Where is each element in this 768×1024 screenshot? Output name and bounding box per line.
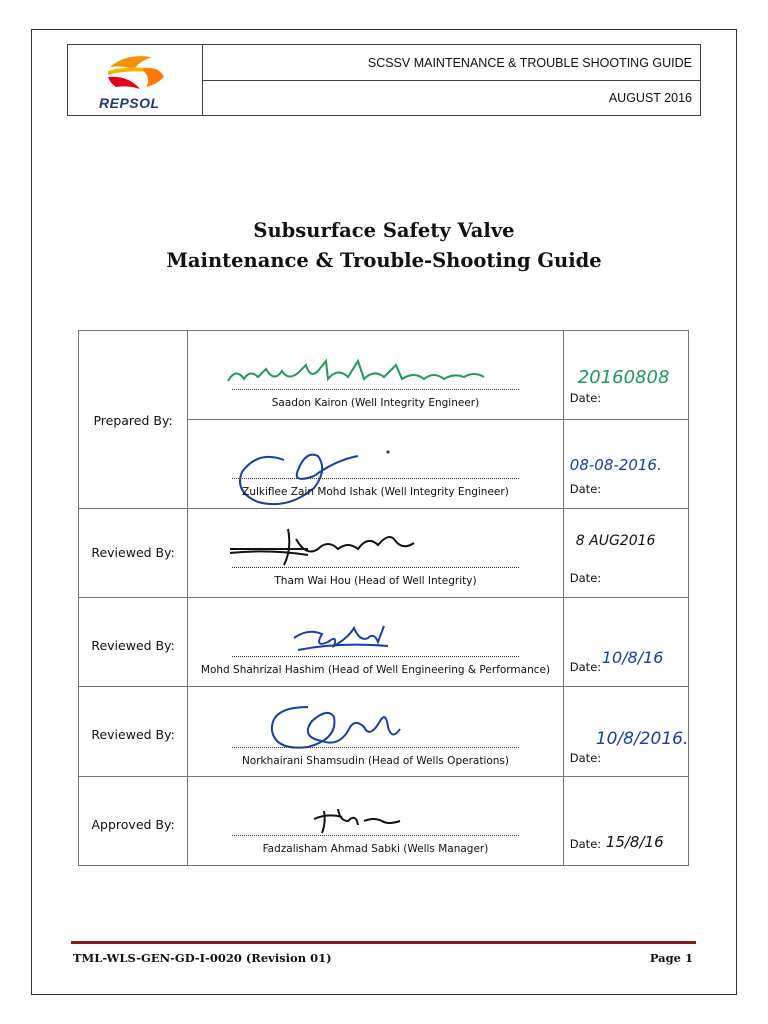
header-date: AUGUST 2016 bbox=[608, 91, 692, 105]
date-label: Date: bbox=[569, 571, 602, 585]
role-cell bbox=[79, 331, 188, 509]
signature-line bbox=[232, 656, 519, 657]
role-cell bbox=[79, 509, 188, 598]
signature-cell bbox=[188, 420, 564, 509]
signatory-name: Tham Wai Hou (Head of Well Integrity) bbox=[274, 575, 477, 587]
signatory-name: Saadon Kairon (Well Integrity Engineer) bbox=[271, 397, 480, 409]
document-title-line2: Maintenance & Trouble-Shooting Guide bbox=[166, 249, 602, 272]
role-cell bbox=[79, 598, 188, 687]
signature-cell bbox=[188, 777, 564, 866]
signature-row bbox=[79, 687, 689, 777]
brand-wordmark: REPSOL bbox=[99, 95, 160, 111]
date-cell bbox=[563, 777, 688, 866]
signatory-name: Mohd Shahrizal Hashim (Head of Well Engineering & Performance) bbox=[200, 664, 551, 676]
signature-cell bbox=[188, 509, 564, 598]
header-doc-title: SCSSV MAINTENANCE & TROUBLE SHOOTING GUIDE bbox=[203, 45, 700, 81]
date-label: Date: bbox=[569, 751, 602, 765]
signature-line bbox=[232, 747, 519, 748]
handwritten-date: 10/8/2016. bbox=[595, 729, 689, 749]
handwritten-date: 08-08-2016. bbox=[569, 456, 662, 474]
prepared-by-label: Prepared By: bbox=[93, 413, 173, 428]
date-cell bbox=[563, 687, 688, 777]
signature-row bbox=[79, 598, 689, 687]
signature-line bbox=[232, 835, 519, 836]
reviewed-by-label: Reviewed By: bbox=[91, 545, 175, 560]
signature-table bbox=[78, 330, 689, 866]
reviewed-by-label: Reviewed By: bbox=[91, 638, 175, 653]
signature-cell bbox=[188, 687, 564, 777]
date-cell bbox=[563, 598, 688, 687]
signature-line bbox=[232, 389, 519, 390]
footer-doc-number: TML-WLS-GEN-GD-I-0020 (Revision 01) bbox=[73, 951, 332, 965]
signature-cell bbox=[188, 331, 564, 420]
repsol-logo bbox=[68, 45, 203, 115]
date-label: Date: bbox=[569, 837, 602, 851]
date-label: Date: bbox=[569, 482, 602, 496]
handwritten-date: 15/8/16 bbox=[605, 833, 664, 851]
approved-by-label: Approved By: bbox=[91, 817, 175, 832]
footer-page-number: Page 1 bbox=[649, 951, 693, 965]
signature-row bbox=[79, 331, 689, 420]
date-cell bbox=[563, 420, 688, 509]
date-label: Date: bbox=[569, 391, 602, 405]
role-cell bbox=[79, 777, 188, 866]
date-cell bbox=[563, 509, 688, 598]
date-label: Date: bbox=[569, 660, 602, 674]
document-header bbox=[67, 44, 701, 116]
handwritten-date: 20160808 bbox=[577, 367, 670, 388]
document-title-line1: Subsurface Safety Valve bbox=[253, 219, 515, 242]
signature-cell bbox=[188, 598, 564, 687]
signature-line bbox=[232, 478, 519, 479]
handwritten-date: 10/8/16 bbox=[601, 648, 664, 667]
signature-row bbox=[79, 509, 689, 598]
role-cell bbox=[79, 687, 188, 777]
signatory-name: Norkhairani Shamsudin (Head of Wells Operations) bbox=[241, 755, 510, 767]
handwritten-date: 8 AUG2016 bbox=[575, 533, 656, 549]
date-cell bbox=[563, 331, 688, 420]
signatory-name: Fadzalisham Ahmad Sabki (Wells Manager) bbox=[262, 843, 489, 855]
footer-rule bbox=[71, 941, 696, 944]
signatory-name: Zulkiflee Zain Mohd Ishak (Well Integrity Engineer) bbox=[242, 486, 509, 498]
signature-line bbox=[232, 567, 519, 568]
reviewed-by-label: Reviewed By: bbox=[91, 727, 175, 742]
signature-row bbox=[79, 777, 689, 866]
